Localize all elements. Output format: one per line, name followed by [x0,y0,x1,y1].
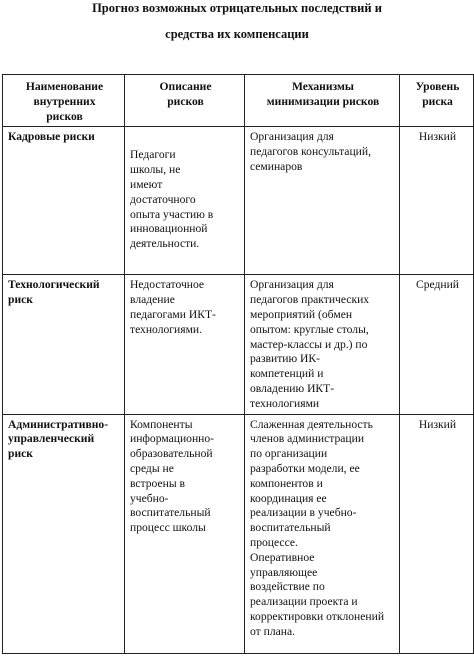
header-minimization-mechanisms: Механизмы минимизации рисков [245,75,400,127]
mechanisms-cell: Организация для педагогов консультаций, семинаров [245,127,400,275]
risk-name-cell: Технологический риск [3,275,125,414]
header-risk-level: Уровень риска [400,75,474,127]
risk-name-cell: Кадровые риски [3,127,125,275]
table-row [3,275,474,414]
risk-name-cell: Административно- управленческий риск [3,414,125,653]
header-risk-description: Описание рисков [125,75,245,127]
risk-level-cell: Низкий [400,414,474,653]
table-row [3,127,474,275]
risk-level-cell: Низкий [400,127,474,275]
risk-description-cell: Компоненты информационно- образовательной среды не встроены в учебно- воспитательный процесс школы [125,414,245,653]
mechanisms-cell: Организация для педагогов практических мероприятий (обмен опытом: круглые столы, мастер-классы и др.) по развитию ИК- компетенций и овладению ИКТ- технологиями [245,275,400,414]
header-risk-name: Наименование внутренних рисков [3,75,125,127]
risk-table [2,74,474,654]
mechanisms-cell: Слаженная деятельность членов администрации по организации разработки модели, ее компонентов и координация ее реализации в учебно- воспитательный процессе. Оперативное управляющее воздействие по реализации проекта и корректировки отклонений от плана. [245,414,400,653]
table-header-row [3,75,474,127]
document-title-line-1: Прогноз возможных отрицательных последствий и [92,1,382,15]
document-title-line-2: средства их компенсации [165,27,309,41]
risk-description-cell: Педагоги школы, не имеют достаточного опыта участию в инновационной деятельности. [125,127,245,275]
table-row [3,414,474,653]
risk-level-cell: Средний [400,275,474,414]
risk-description-cell: Недостаточное владение педагогами ИКТ- технологиями. [125,275,245,414]
